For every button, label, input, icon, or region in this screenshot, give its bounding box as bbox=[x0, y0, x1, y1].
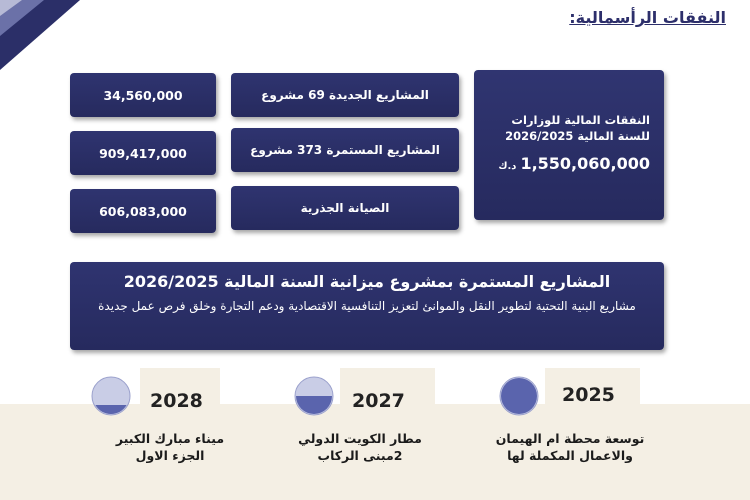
row-value-maintenance bbox=[70, 189, 216, 233]
row-label-new-projects bbox=[231, 73, 459, 117]
progress-circle-2025 bbox=[497, 374, 541, 418]
banner-title: المشاريع المستمرة بمشروع ميزانية السنة المالية 2026/2025 bbox=[123, 272, 611, 291]
total-expenditure-card bbox=[474, 70, 664, 220]
caption-line: توسعة محطة ام الهيمان bbox=[495, 431, 645, 446]
caption-2027 bbox=[280, 430, 440, 464]
progress-circle-2027 bbox=[292, 374, 336, 418]
row-label-maintenance bbox=[231, 186, 459, 230]
year-label-2028: 2028 bbox=[150, 390, 203, 412]
row-label-text: المشاريع المستمرة 373 مشروع bbox=[250, 143, 440, 157]
row-label-text: الصيانة الجذرية bbox=[300, 201, 390, 215]
caption-line: الجزء الاول bbox=[135, 448, 205, 463]
caption-line: ميناء مبارك الكبير bbox=[115, 431, 225, 446]
progress-circle-2028 bbox=[89, 374, 133, 418]
row-value-text: 606,083,000 bbox=[99, 203, 187, 219]
page-title: النفقات الرأسمالية: bbox=[569, 8, 726, 27]
row-label-ongoing-projects bbox=[231, 128, 459, 172]
caption-2028 bbox=[95, 430, 245, 464]
banner-description: مشاريع البنية التحتية لتطوير النقل والموانئ لتعزيز التنافسية الاقتصادية ودعم التجارة وخلق فرص عمل جديدة bbox=[98, 299, 636, 313]
total-amount bbox=[480, 154, 650, 173]
caption-2025 bbox=[485, 430, 655, 464]
total-value: 1,550,060,000 bbox=[520, 154, 650, 173]
row-value-new-projects bbox=[70, 73, 216, 117]
caption-line: والاعمال المكملة لها bbox=[507, 448, 633, 463]
total-currency: د.ك bbox=[498, 161, 517, 172]
row-label-text: المشاريع الجديدة 69 مشروع bbox=[261, 88, 429, 102]
row-value-ongoing-projects bbox=[70, 131, 216, 175]
caption-line: مطار الكويت الدولي bbox=[298, 431, 422, 446]
year-label-2025: 2025 bbox=[562, 384, 615, 406]
ongoing-projects-banner bbox=[70, 262, 664, 350]
year-label-2027: 2027 bbox=[352, 390, 405, 412]
total-label: النفقات المالية للوزارات للسنة المالية 2026/2025 bbox=[505, 113, 650, 143]
row-value-text: 34,560,000 bbox=[103, 87, 183, 103]
caption-line: 2مبنى الركاب bbox=[317, 448, 403, 463]
corner-decoration bbox=[0, 0, 80, 70]
row-value-text: 909,417,000 bbox=[99, 145, 187, 161]
